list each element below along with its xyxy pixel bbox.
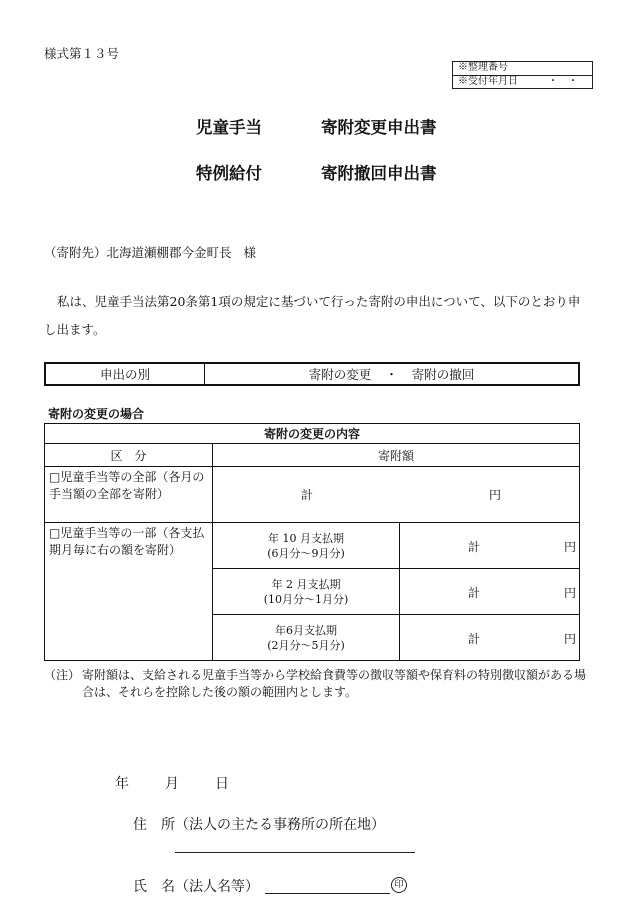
addressee-honorific: 様 xyxy=(243,245,257,260)
column-amount: 寄附額 xyxy=(213,444,580,467)
receipt-date-field[interactable] xyxy=(453,75,592,89)
request-type-table xyxy=(44,362,580,386)
option-change[interactable]: 寄附の変更 xyxy=(308,367,372,382)
addressee xyxy=(44,243,256,261)
request-type-label: 申出の別 xyxy=(45,363,205,385)
change-table-title: 寄附の変更の内容 xyxy=(45,424,580,444)
registry-number-label: ※整理番号 xyxy=(458,62,508,73)
period-oct-title: 年 10 月支払期 xyxy=(268,531,344,545)
title-special-benefit: 特例給付 xyxy=(196,164,262,183)
receipt-date-dots: ・ ・ xyxy=(548,75,578,87)
month-label: 月 xyxy=(165,776,179,792)
total-label: 計 xyxy=(468,540,481,554)
period-jun xyxy=(213,615,400,661)
receipt-date-label: ※受付年月日 xyxy=(458,75,518,87)
total-label: 計 xyxy=(468,586,481,600)
amount-feb-field[interactable] xyxy=(400,569,580,615)
form-number: 様式第１３号 xyxy=(44,46,120,61)
request-type-options xyxy=(205,363,580,385)
column-category: 区 分 xyxy=(45,444,213,467)
name-label: 氏 名（法人名等） xyxy=(133,879,259,895)
period-oct-months: (6月分～9月分) xyxy=(267,546,345,560)
change-section-heading: 寄附の変更の場合 xyxy=(48,407,145,421)
title-change-request: 寄附変更申出書 xyxy=(321,118,437,137)
title-child-allowance: 児童手当 xyxy=(196,118,262,137)
period-feb-months: (10月分～1月分) xyxy=(263,592,349,606)
option-all-label[interactable]: □児童手当等の全部（各月の手当額の全部を寄附） xyxy=(45,467,213,523)
registry-number-field[interactable] xyxy=(453,62,592,75)
day-label: 日 xyxy=(215,776,229,792)
amount-jun-field[interactable] xyxy=(400,615,580,661)
period-feb xyxy=(213,569,400,615)
year-label: 年 xyxy=(115,776,129,792)
option-withdraw[interactable]: 寄附の撤回 xyxy=(411,367,475,382)
yen-label: 円 xyxy=(564,540,577,554)
date-row xyxy=(115,773,229,793)
total-label: 計 xyxy=(301,488,314,502)
name-line[interactable] xyxy=(265,893,390,894)
amount-all-field[interactable] xyxy=(213,467,580,523)
period-feb-title: 年 2 月支払期 xyxy=(271,577,341,591)
period-oct xyxy=(213,523,400,569)
period-jun-title: 年6月支払期 xyxy=(275,623,337,637)
option-partial-label[interactable]: □児童手当等の一部（各支払期月毎に右の額を寄附） xyxy=(45,523,213,661)
change-details-table xyxy=(44,423,580,661)
declaration-text: 私は、児童手当法第20条第1項の規定に基づいて行った寄附の申出について、以下のとおり申し出ます。 xyxy=(44,294,581,337)
address-label: 住 所（法人の主たる事務所の所在地） xyxy=(133,817,385,833)
yen-label: 円 xyxy=(564,586,577,600)
option-separator: ・ xyxy=(385,367,398,382)
title-withdrawal-request: 寄附撤回申出書 xyxy=(321,164,437,183)
yen-label: 円 xyxy=(564,632,577,646)
seal-mark: 印 xyxy=(391,877,407,893)
yen-label: 円 xyxy=(489,488,502,502)
registry-box xyxy=(452,61,593,89)
total-label: 計 xyxy=(468,632,481,646)
note-label: （注） xyxy=(44,668,81,682)
period-jun-months: (2月分～5月分) xyxy=(267,638,345,652)
note-text: 寄附額は、支給される児童手当等から学校給食費等の徴収等額や保育料の特別徴収額がある場合は、それらを控除した後の額の範囲内とします。 xyxy=(82,668,587,699)
amount-oct-field[interactable] xyxy=(400,523,580,569)
addressee-text: （寄附先）北海道瀬棚郡今金町長 xyxy=(44,245,232,260)
address-line[interactable] xyxy=(175,852,415,853)
note xyxy=(44,667,594,701)
